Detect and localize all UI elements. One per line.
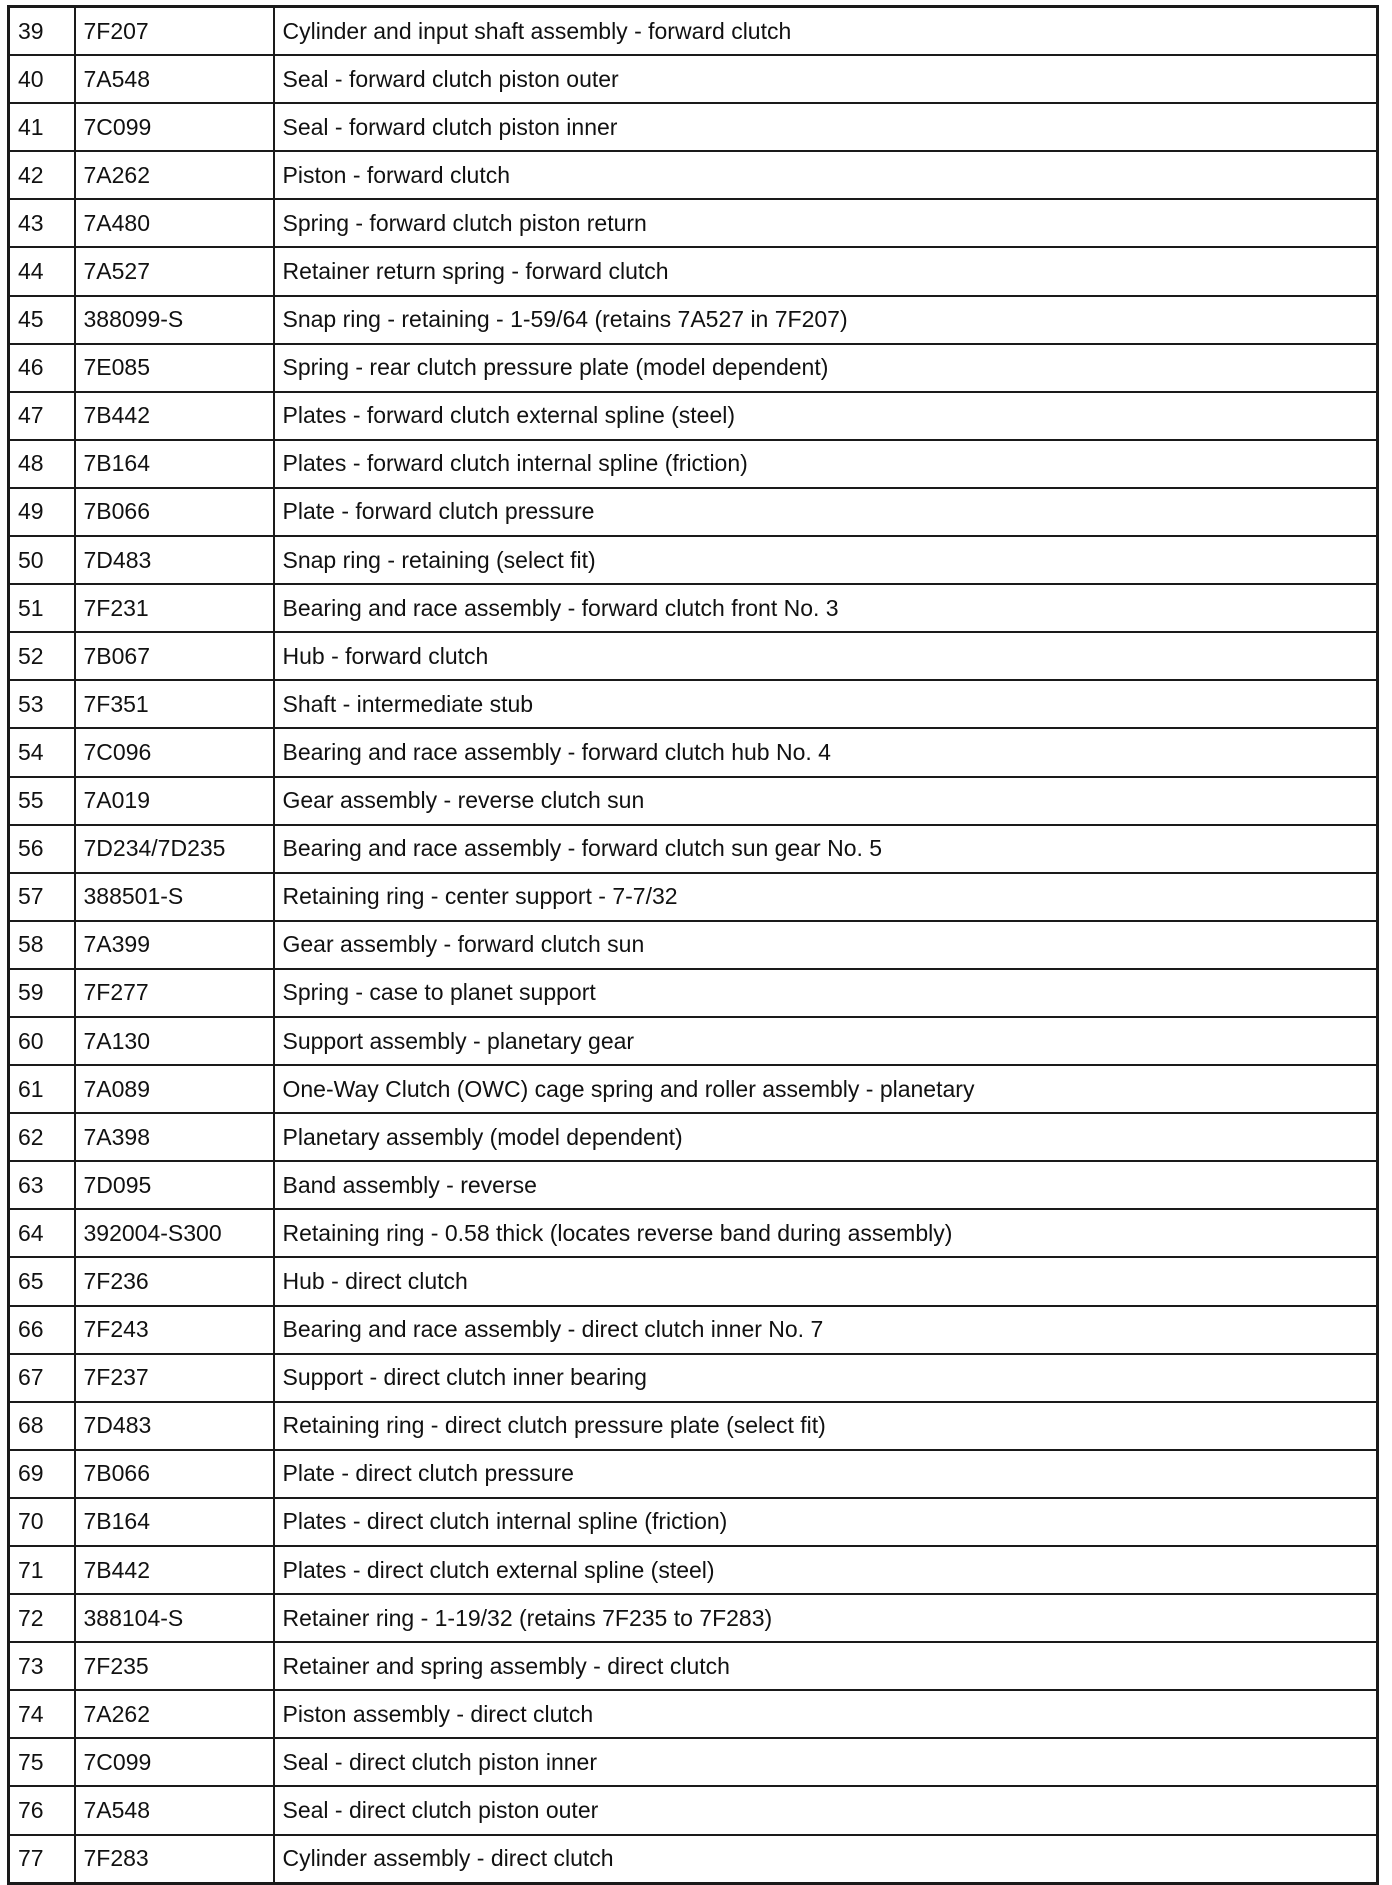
- table-row: [9, 1546, 1378, 1594]
- description-cell: Seal - direct clutch piston inner: [274, 1738, 1378, 1786]
- description-cell: Plate - forward clutch pressure: [274, 488, 1378, 536]
- description-cell: Plates - forward clutch internal spline (friction): [274, 440, 1378, 488]
- part-number-cell: 7D483: [75, 1402, 274, 1450]
- item-number-cell: 49: [9, 488, 75, 536]
- description-cell: Plates - direct clutch external spline (steel): [274, 1546, 1378, 1594]
- item-number-cell: 73: [9, 1642, 75, 1690]
- part-number-cell: 7B442: [75, 1546, 274, 1594]
- table-row: [9, 1402, 1378, 1450]
- item-number-cell: 61: [9, 1065, 75, 1113]
- part-number-cell: 388501-S: [75, 873, 274, 921]
- part-number-cell: 7A089: [75, 1065, 274, 1113]
- description-cell: Piston assembly - direct clutch: [274, 1690, 1378, 1738]
- part-number-cell: 7E085: [75, 344, 274, 392]
- part-number-cell: 7B066: [75, 488, 274, 536]
- description-cell: Hub - forward clutch: [274, 632, 1378, 680]
- item-number-cell: 56: [9, 825, 75, 873]
- part-number-cell: 7A399: [75, 921, 274, 969]
- description-cell: Spring - rear clutch pressure plate (model dependent): [274, 344, 1378, 392]
- part-number-cell: 7A262: [75, 1690, 274, 1738]
- table-row: [9, 344, 1378, 392]
- table-row: [9, 1450, 1378, 1498]
- item-number-cell: 59: [9, 969, 75, 1017]
- description-cell: Retaining ring - 0.58 thick (locates reverse band during assembly): [274, 1209, 1378, 1257]
- table-row: [9, 873, 1378, 921]
- part-number-cell: 7F236: [75, 1257, 274, 1305]
- description-cell: Support assembly - planetary gear: [274, 1017, 1378, 1065]
- part-number-cell: 7F237: [75, 1354, 274, 1402]
- table-row: [9, 1498, 1378, 1546]
- description-cell: Support - direct clutch inner bearing: [274, 1354, 1378, 1402]
- part-number-cell: 7B164: [75, 440, 274, 488]
- item-number-cell: 57: [9, 873, 75, 921]
- item-number-cell: 62: [9, 1113, 75, 1161]
- table-row: [9, 440, 1378, 488]
- table-row: [9, 1642, 1378, 1690]
- table-row: [9, 921, 1378, 969]
- part-number-cell: 7A262: [75, 151, 274, 199]
- description-cell: Retaining ring - direct clutch pressure plate (select fit): [274, 1402, 1378, 1450]
- item-number-cell: 63: [9, 1161, 75, 1209]
- part-number-cell: 7C099: [75, 1738, 274, 1786]
- item-number-cell: 64: [9, 1209, 75, 1257]
- table-row: [9, 1209, 1378, 1257]
- table-row: [9, 1161, 1378, 1209]
- table-row: [9, 777, 1378, 825]
- table-row: [9, 536, 1378, 584]
- item-number-cell: 68: [9, 1402, 75, 1450]
- part-number-cell: 7D483: [75, 536, 274, 584]
- parts-list-body: [9, 7, 1378, 1884]
- item-number-cell: 45: [9, 296, 75, 344]
- part-number-cell: 392004-S300: [75, 1209, 274, 1257]
- item-number-cell: 74: [9, 1690, 75, 1738]
- part-number-cell: 7A480: [75, 199, 274, 247]
- table-row: [9, 7, 1378, 56]
- table-row: [9, 1065, 1378, 1113]
- item-number-cell: 41: [9, 103, 75, 151]
- description-cell: Band assembly - reverse: [274, 1161, 1378, 1209]
- part-number-cell: 7F277: [75, 969, 274, 1017]
- part-number-cell: 7A019: [75, 777, 274, 825]
- item-number-cell: 48: [9, 440, 75, 488]
- table-row: [9, 632, 1378, 680]
- table-row: [9, 680, 1378, 728]
- table-row: [9, 1113, 1378, 1161]
- description-cell: Plates - forward clutch external spline (steel): [274, 392, 1378, 440]
- description-cell: Plate - direct clutch pressure: [274, 1450, 1378, 1498]
- part-number-cell: 388104-S: [75, 1594, 274, 1642]
- table-row: [9, 1306, 1378, 1354]
- description-cell: Retaining ring - center support - 7-7/32: [274, 873, 1378, 921]
- table-row: [9, 1690, 1378, 1738]
- table-row: [9, 825, 1378, 873]
- part-number-cell: 7B442: [75, 392, 274, 440]
- item-number-cell: 39: [9, 7, 75, 56]
- item-number-cell: 55: [9, 777, 75, 825]
- part-number-cell: 7B067: [75, 632, 274, 680]
- description-cell: Snap ring - retaining (select fit): [274, 536, 1378, 584]
- part-number-cell: 7D095: [75, 1161, 274, 1209]
- item-number-cell: 46: [9, 344, 75, 392]
- description-cell: Cylinder and input shaft assembly - forward clutch: [274, 7, 1378, 56]
- part-number-cell: 7A130: [75, 1017, 274, 1065]
- table-row: [9, 1257, 1378, 1305]
- part-number-cell: 7C096: [75, 728, 274, 776]
- part-number-cell: 7B066: [75, 1450, 274, 1498]
- table-row: [9, 1738, 1378, 1786]
- part-number-cell: 388099-S: [75, 296, 274, 344]
- description-cell: Gear assembly - reverse clutch sun: [274, 777, 1378, 825]
- table-row: [9, 55, 1378, 103]
- description-cell: Retainer return spring - forward clutch: [274, 247, 1378, 295]
- description-cell: Seal - direct clutch piston outer: [274, 1786, 1378, 1834]
- description-cell: Retainer and spring assembly - direct clutch: [274, 1642, 1378, 1690]
- part-number-cell: 7F207: [75, 7, 274, 56]
- item-number-cell: 40: [9, 55, 75, 103]
- table-row: [9, 1354, 1378, 1402]
- description-cell: One-Way Clutch (OWC) cage spring and roller assembly - planetary: [274, 1065, 1378, 1113]
- table-row: [9, 584, 1378, 632]
- table-row: [9, 1594, 1378, 1642]
- item-number-cell: 58: [9, 921, 75, 969]
- description-cell: Retainer ring - 1-19/32 (retains 7F235 to 7F283): [274, 1594, 1378, 1642]
- table-row: [9, 199, 1378, 247]
- item-number-cell: 65: [9, 1257, 75, 1305]
- item-number-cell: 72: [9, 1594, 75, 1642]
- description-cell: Bearing and race assembly - forward clutch hub No. 4: [274, 728, 1378, 776]
- part-number-cell: 7D234/7D235: [75, 825, 274, 873]
- description-cell: Cylinder assembly - direct clutch: [274, 1835, 1378, 1884]
- item-number-cell: 43: [9, 199, 75, 247]
- item-number-cell: 77: [9, 1835, 75, 1884]
- item-number-cell: 50: [9, 536, 75, 584]
- item-number-cell: 67: [9, 1354, 75, 1402]
- table-row: [9, 488, 1378, 536]
- item-number-cell: 53: [9, 680, 75, 728]
- description-cell: Gear assembly - forward clutch sun: [274, 921, 1378, 969]
- description-cell: Bearing and race assembly - forward clutch front No. 3: [274, 584, 1378, 632]
- part-number-cell: 7A527: [75, 247, 274, 295]
- description-cell: Bearing and race assembly - forward clutch sun gear No. 5: [274, 825, 1378, 873]
- part-number-cell: 7A548: [75, 1786, 274, 1834]
- part-number-cell: 7F231: [75, 584, 274, 632]
- description-cell: Spring - forward clutch piston return: [274, 199, 1378, 247]
- description-cell: Plates - direct clutch internal spline (friction): [274, 1498, 1378, 1546]
- table-row: [9, 247, 1378, 295]
- description-cell: Spring - case to planet support: [274, 969, 1378, 1017]
- table-row: [9, 1786, 1378, 1834]
- part-number-cell: 7B164: [75, 1498, 274, 1546]
- table-row: [9, 151, 1378, 199]
- description-cell: Shaft - intermediate stub: [274, 680, 1378, 728]
- description-cell: Planetary assembly (model dependent): [274, 1113, 1378, 1161]
- part-number-cell: 7F243: [75, 1306, 274, 1354]
- part-number-cell: 7A548: [75, 55, 274, 103]
- item-number-cell: 71: [9, 1546, 75, 1594]
- description-cell: Hub - direct clutch: [274, 1257, 1378, 1305]
- table-row: [9, 103, 1378, 151]
- description-cell: Piston - forward clutch: [274, 151, 1378, 199]
- item-number-cell: 66: [9, 1306, 75, 1354]
- item-number-cell: 60: [9, 1017, 75, 1065]
- item-number-cell: 76: [9, 1786, 75, 1834]
- item-number-cell: 69: [9, 1450, 75, 1498]
- table-row: [9, 969, 1378, 1017]
- parts-list-table: [7, 5, 1379, 1885]
- table-row: [9, 728, 1378, 776]
- part-number-cell: 7C099: [75, 103, 274, 151]
- item-number-cell: 52: [9, 632, 75, 680]
- part-number-cell: 7F235: [75, 1642, 274, 1690]
- table-row: [9, 1017, 1378, 1065]
- description-cell: Bearing and race assembly - direct clutch inner No. 7: [274, 1306, 1378, 1354]
- table-row: [9, 392, 1378, 440]
- table-row: [9, 296, 1378, 344]
- item-number-cell: 47: [9, 392, 75, 440]
- description-cell: Seal - forward clutch piston outer: [274, 55, 1378, 103]
- description-cell: Snap ring - retaining - 1-59/64 (retains 7A527 in 7F207): [274, 296, 1378, 344]
- item-number-cell: 51: [9, 584, 75, 632]
- part-number-cell: 7F351: [75, 680, 274, 728]
- item-number-cell: 42: [9, 151, 75, 199]
- item-number-cell: 44: [9, 247, 75, 295]
- table-row: [9, 1835, 1378, 1884]
- part-number-cell: 7A398: [75, 1113, 274, 1161]
- description-cell: Seal - forward clutch piston inner: [274, 103, 1378, 151]
- item-number-cell: 75: [9, 1738, 75, 1786]
- item-number-cell: 70: [9, 1498, 75, 1546]
- item-number-cell: 54: [9, 728, 75, 776]
- part-number-cell: 7F283: [75, 1835, 274, 1884]
